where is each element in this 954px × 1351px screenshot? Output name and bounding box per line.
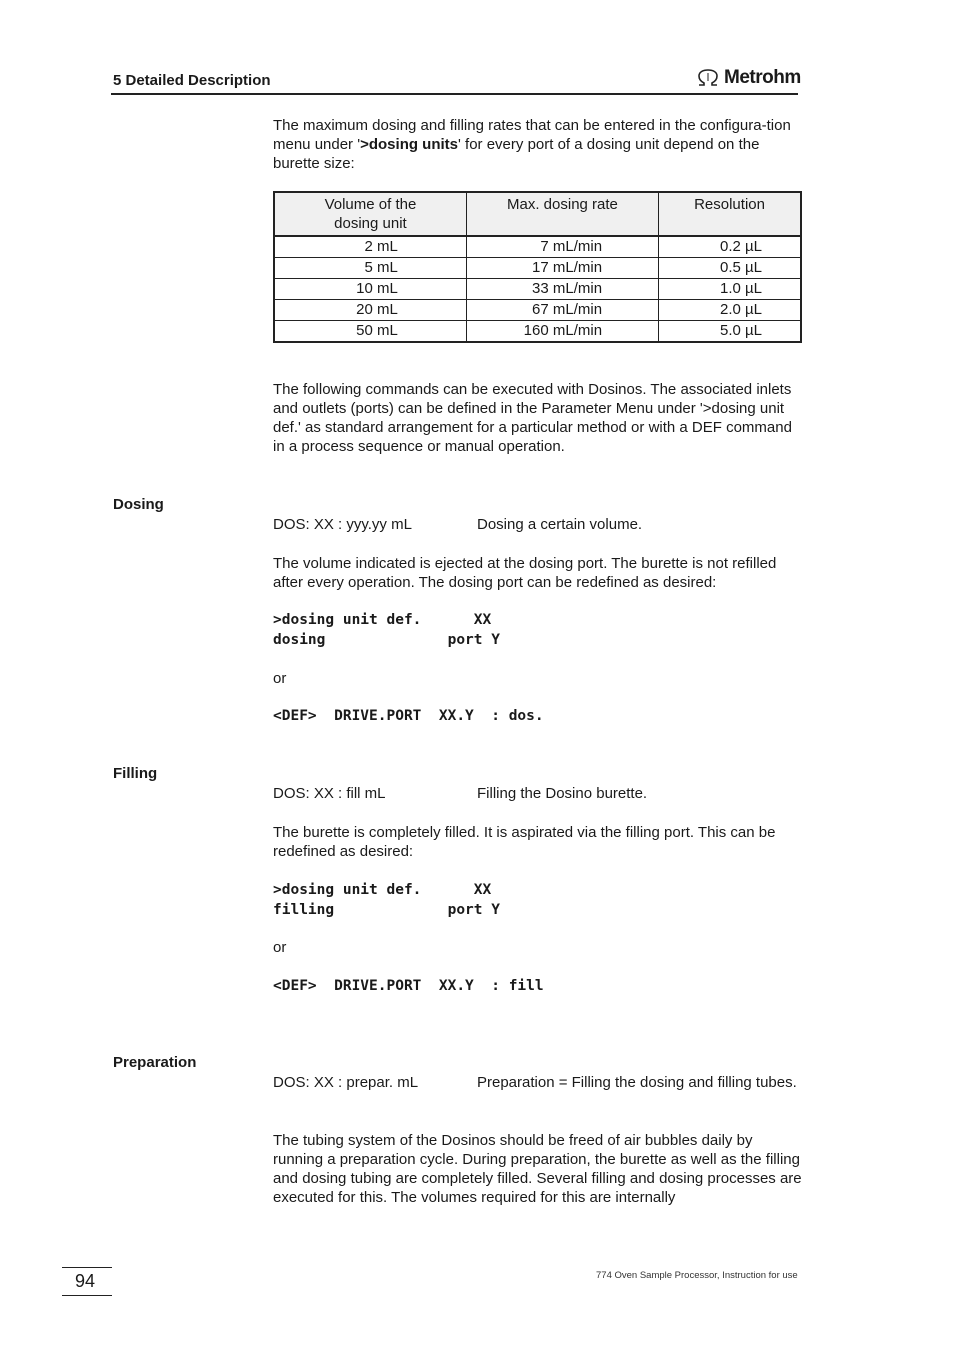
dosing-paragraph: The volume indicated is ejected at the dosing port. The burette is not refilled after every operation. The dosing port can be redefined as desired: [273, 555, 777, 591]
table-cell: 0.2 µL [659, 236, 801, 258]
table-cell: 2 mL [274, 236, 466, 258]
preparation-heading: Preparation [113, 1054, 197, 1071]
table-cell: 50 mL [274, 321, 466, 343]
metrohm-logo [696, 67, 801, 89]
dosing-command: DOS: XX : yyy.yy mL [273, 516, 412, 533]
intro-menu-name: >dosing units [360, 136, 459, 153]
table-cell: 33 mL/min [466, 279, 658, 300]
filling-command-desc: Filling the Dosino burette. [477, 785, 648, 802]
column-header: Max. dosing rate [466, 192, 658, 236]
column-header: Resolution [659, 192, 801, 236]
dosing-rates-table [273, 191, 802, 343]
table-cell: 5.0 µL [659, 321, 801, 343]
table-cell: 5 mL [274, 258, 466, 279]
table-cell: 2.0 µL [659, 300, 801, 321]
dosing-or: or [273, 670, 287, 687]
table-cell: 10 mL [274, 279, 466, 300]
filling-paragraph: The burette is completely filled. It is aspirated via the filling port. This can be redefined as desired: [273, 824, 776, 860]
footer-doc-title: 774 Oven Sample Processor, Instruction for use [596, 1270, 798, 1281]
filling-heading: Filling [113, 765, 158, 782]
table-cell: 7 mL/min [466, 236, 658, 258]
filling-or: or [273, 939, 287, 956]
preparation-paragraph: The tubing system of the Dosinos should be freed of air bubbles daily by running a preparation cycle. During preparation, the burette as well as the filling and dosing tubing are completely filled. Several filling and dosing processes are executed for this. The volumes required for this are internally [273, 1132, 802, 1206]
dosing-command-desc: Dosing a certain volume. [477, 516, 643, 533]
table-header-row [274, 192, 801, 236]
preparation-command-desc: Preparation = Filling the dosing and filling tubes. [477, 1074, 797, 1091]
table-cell: 67 mL/min [466, 300, 658, 321]
table-row [274, 300, 801, 321]
table-row [274, 321, 801, 343]
dosing-code-block: >dosing unit def. XX dosing port Y [273, 612, 500, 648]
preparation-command: DOS: XX : prepar. mL [273, 1074, 419, 1091]
intro-text-post: ' for every port of a dosing unit depend on the burette size: [273, 136, 760, 172]
filling-command: DOS: XX : fill mL [273, 785, 386, 802]
dosing-def-command: <DEF> DRIVE.PORT XX.Y : dos. [273, 708, 544, 724]
commands-intro-paragraph: The following commands can be executed with Dosinos. The associated inlets and outlets (ports) can be defined in the Parameter Menu under '>dosing unit def.' as standard arrangement for a particular method or with a DEF command in a process sequence or manual operation. [273, 381, 792, 455]
intro-paragraph [273, 116, 803, 173]
column-header: Volume of the dosing unit [274, 192, 466, 236]
section-title: 5 Detailed Description [113, 72, 271, 89]
table-cell: 160 mL/min [466, 321, 658, 343]
table-row [274, 279, 801, 300]
header-rule [111, 93, 798, 95]
table-row [274, 236, 801, 258]
table-row [274, 258, 801, 279]
dosing-heading: Dosing [113, 496, 164, 513]
table-cell: 1.0 µL [659, 279, 801, 300]
table-cell: 17 mL/min [466, 258, 658, 279]
table-cell: 0.5 µL [659, 258, 801, 279]
filling-code-block: >dosing unit def. XX filling port Y [273, 882, 500, 918]
table-cell: 20 mL [274, 300, 466, 321]
intro-text-pre: The maximum dosing and filling rates that can be entered in the configura-tion menu under ' [273, 117, 791, 153]
page-number: 94 [75, 1271, 96, 1291]
filling-def-command: <DEF> DRIVE.PORT XX.Y : fill [273, 978, 544, 994]
logo-text: Metrohm [724, 67, 801, 88]
omega-icon [696, 69, 720, 87]
